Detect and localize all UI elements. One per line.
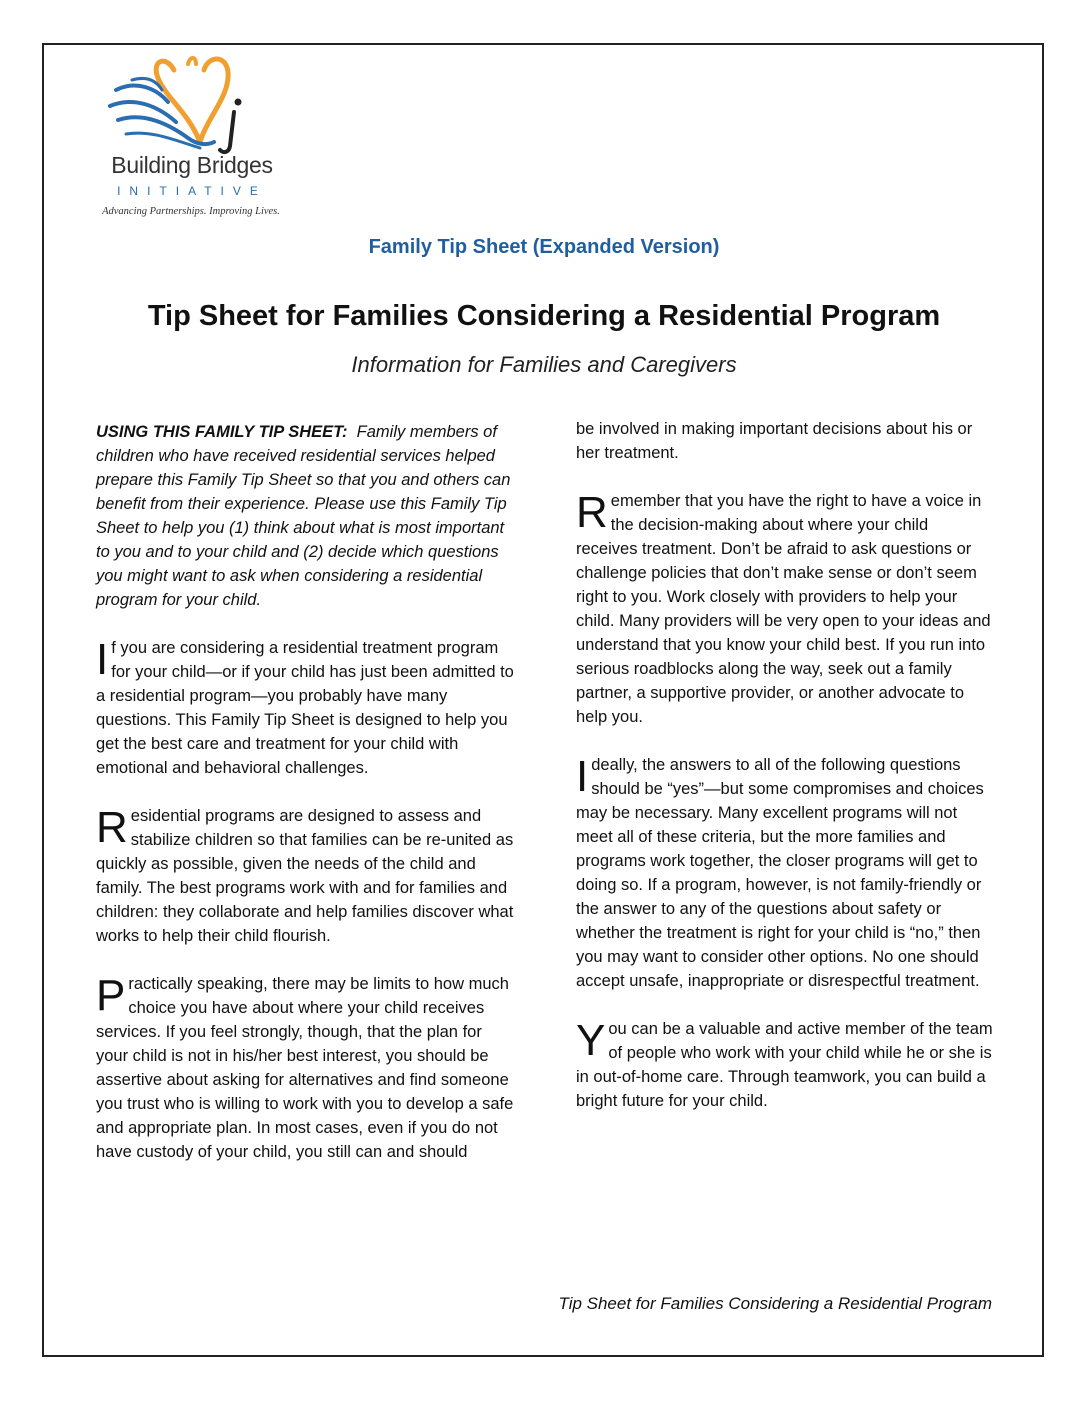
paragraph-text: deally, the answers to all of the following questions should be “yes”—but some compromises and choices may be necessary. Many excellent programs will not meet all of these criteria, but the more families and programs work together, the closer programs will get to doing so. If a program, however, is not family-friendly or the answer to any of the questions about safety or whether the treatment is right for your child is “no,” then you may want to consider other options. No one should accept unsafe, inappropriate or disrespectful treatment.	[576, 756, 984, 990]
paragraph-text: esidential programs are designed to assess and stabilize children so that families can be re-united as quickly as possible, given the needs of the child and family. The best programs work with and for families and children: they collaborate and help families discover what works to help their child flourish.	[96, 807, 514, 945]
document-subtitle: Information for Families and Caregivers	[351, 352, 737, 377]
logo-subname: INITIATIVE	[117, 184, 267, 198]
intro-lead: USING THIS FAMILY TIP SHEET:	[96, 423, 348, 441]
body-paragraph	[96, 636, 516, 780]
left-column	[96, 420, 516, 1188]
continuation-paragraph: be involved in making important decisions about his or her treatment.	[576, 420, 973, 462]
document-title: Tip Sheet for Families Considering a Residential Program	[147, 300, 941, 332]
page-footer: Tip Sheet for Families Considering a Residential Program	[558, 1294, 992, 1313]
drop-cap: I	[576, 752, 589, 801]
building-bridges-logo	[96, 50, 286, 226]
document-kicker: Family Tip Sheet (Expanded Version)	[368, 236, 720, 258]
drop-cap: Y	[576, 1016, 606, 1065]
intro-paragraph	[96, 420, 516, 612]
body-paragraph	[576, 489, 994, 729]
paragraph-text: f you are considering a residential treatment program for your child—or if your child has just been admitted to a residential program—you probably have many questions. This Family Tip Sheet is designed to help you get the best care and treatment for your child with emotional and behavioral challenges.	[96, 639, 514, 777]
logo-mark-icon	[96, 50, 286, 160]
body-paragraph	[96, 972, 516, 1164]
body-paragraph	[96, 804, 516, 948]
drop-cap: R	[96, 803, 128, 852]
drop-cap: I	[96, 635, 109, 684]
body-paragraph	[576, 753, 994, 993]
logo-name: Building Bridges	[111, 152, 273, 178]
drop-cap: R	[576, 488, 608, 537]
intro-text: Family members of children who have received residential services helped prepare this Family Tip Sheet so that you and others can benefit from their experience. Please use this Family Tip Sheet to help you (1) think about what is most important to you and to your child and (2) decide which questions you might want to ask when considering a residential program for your child.	[96, 423, 511, 609]
paragraph-text: emember that you have the right to have a voice in the decision-making about where your child receives treatment. Don’t be afraid to ask questions or challenge policies that don’t make sense or don’t seem right to you. Work closely with providers to help your child. Many providers will be very open to your ideas and understand that you know your child best. If you run into serious roadblocks along the way, seek out a family partner, a supportive provider, or another advocate to help you.	[576, 492, 991, 726]
body-paragraph	[576, 1017, 994, 1113]
right-column	[576, 417, 994, 1137]
paragraph-text: ou can be a valuable and active member of the team of people who work with your child while he or she is in out-of-home care. Through teamwork, you can build a bright future for your child.	[576, 1020, 993, 1110]
drop-cap: P	[96, 971, 126, 1020]
paragraph-text: ractically speaking, there may be limits to how much choice you have about where your child receives services. If you feel strongly, though, that the plan for your child is not in his/her best interest, you should be assertive about asking for alternatives and find someone you trust who is willing to work with you to develop a safe and appropriate plan. In most cases, even if you do not have custody of your child, you still can and should	[96, 975, 514, 1161]
logo-tagline: Advancing Partnerships. Improving Lives.	[102, 206, 280, 217]
